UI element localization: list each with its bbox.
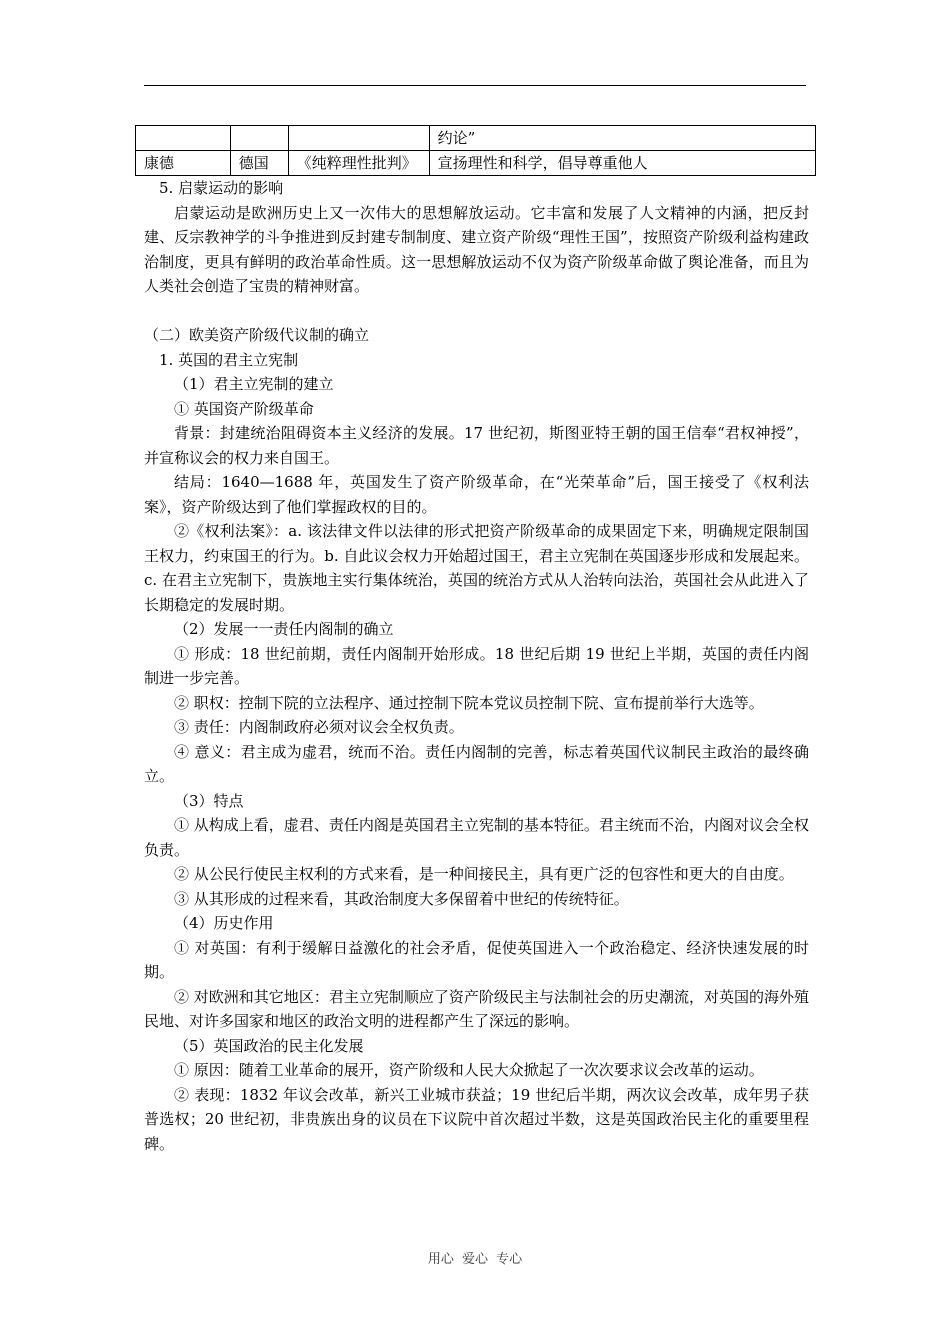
- table-row: [136, 126, 816, 151]
- subsection-heading: （3）特点: [174, 791, 244, 810]
- subsection-heading: （4）历史作用: [174, 914, 274, 932]
- list-item: ① 形成：18 世纪前期，责任内阁制开始形成。18 世纪后期 19 世纪上半期，英国的责任内阁制进一步完善。: [144, 644, 809, 687]
- list-item: ② 从公民行使民主权利的方式来看，是一种间接民主，具有更广泛的包容性和更大的自由度。: [174, 865, 794, 883]
- subsection-heading: （2）发展一一责任内阁制的确立: [174, 620, 394, 638]
- paragraph: 结局：1640—1688 年，英国发生了资产阶级革命，在“光荣革命”后，国王接受了《权利法案》，资产阶级达到了他们掌握政权的目的。: [144, 473, 809, 516]
- table-cell-work: 《纯粹理性批判》: [288, 151, 429, 176]
- list-item: ③ 责任：内阁制政府必须对议会全权负责。: [174, 718, 464, 736]
- philosophers-table: [135, 125, 816, 176]
- table-cell-thought: 宣扬理性和科学，倡导尊重他人: [429, 151, 815, 176]
- table-cell-work: [288, 126, 429, 151]
- table-cell-name: [136, 126, 231, 151]
- part-heading: （二）欧美资产阶级代议制的确立: [144, 326, 370, 344]
- list-item: ① 对英国：有利于缓解日益激化的社会矛盾，促使英国进入一个政治稳定、经济快速发展的时期。: [144, 938, 809, 981]
- list-item: ① 英国资产阶级革命: [174, 399, 314, 418]
- paragraph: ②《权利法案》：a. 该法律文件以法律的形式把资产阶级革命的成果固定下来，明确规定限制国王权力，约束国王的行为。b. 自此议会权力开始超过国王，君主立宪制在英国逐步形成和发展起来。c. 在君主立宪制下，贵族地主实行集体统治，英国的统治方式从人治转向法治，英国社会从此进入了长期稳定的发展时期。: [144, 522, 809, 614]
- table-cell-country: [230, 126, 288, 151]
- list-item: ③ 从其形成的过程来看，其政治制度大多保留着中世纪的传统特征。: [174, 889, 629, 908]
- spacer: [144, 299, 809, 324]
- subsection-heading: （5）英国政治的民主化发展: [174, 1036, 364, 1055]
- paragraph: 启蒙运动是欧洲历史上又一次伟大的思想解放运动。它丰富和发展了人文精神的内涵，把反封建、反宗教神学的斗争推进到反封建专制制度、建立资产阶级“理性王国”，按照资产阶级利益构建政治制度，更具有鲜明的政治革命性质。这一思想解放运动不仅为资产阶级革命做了舆论准备，而且为人类社会创造了宝贵的精神财富。: [144, 203, 809, 295]
- list-item: ① 原因：随着工业革命的展开，资产阶级和人民大众掀起了一次次要求议会改革的运动。: [174, 1061, 764, 1079]
- subsection-heading: （1）君主立宪制的建立: [174, 375, 334, 393]
- paragraph: 背景：封建统治阻碍资本主义经济的发展。17 世纪初，斯图亚特王朝的国王信奉“君权神授”，并宣称议会的权力来自国王。: [144, 424, 809, 467]
- table-row: [136, 151, 816, 176]
- document-body: [144, 176, 809, 1156]
- list-item: ④ 意义：君主成为虚君，统而不治。责任内阁制的完善，标志着英国代议制民主政治的最终确立。: [144, 742, 809, 785]
- table-cell-name: 康德: [136, 151, 231, 176]
- list-item: ② 表现：1832 年议会改革，新兴工业城市获益；19 世纪后半期，两次议会改革，成年男子获普选权；20 世纪初，非贵族出身的议员在下议院中首次超过半数，这是英国政治民主化的重要里程碑。: [144, 1085, 809, 1153]
- section-heading: 5. 启蒙运动的影响: [159, 179, 284, 197]
- table-cell-thought: 约论”: [429, 126, 815, 151]
- list-item: ① 从构成上看，虚君、责任内阁是英国君主立宪制的基本特征。君主统而不治，内阁对议会全权负责。: [144, 816, 809, 859]
- section-heading: 1. 英国的君主立宪制: [159, 350, 299, 369]
- page-footer: 用心 爱心 专心: [427, 1252, 523, 1267]
- list-item: ② 对欧洲和其它地区：君主立宪制顺应了资产阶级民主与法制社会的历史潮流，对英国的海外殖民地、对许多国家和地区的政治文明的进程都产生了深远的影响。: [144, 987, 809, 1030]
- list-item: ② 职权：控制下院的立法程序、通过控制下院本党议员控制下院、宣布提前举行大选等。: [174, 693, 764, 712]
- header-rule: [144, 85, 806, 86]
- table-cell-country: 德国: [230, 151, 288, 176]
